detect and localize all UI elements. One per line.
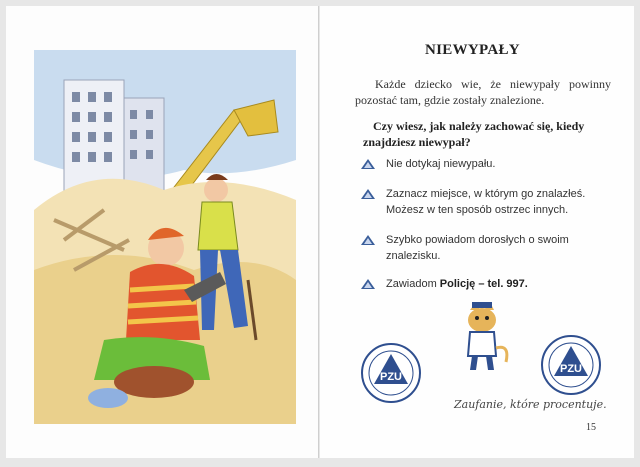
question-paragraph: Czy wiesz, jak należy zachować się, kiedy znajdziesz niewypał?: [363, 119, 585, 149]
tip-text: Zaznacz miejsce, w którym go znalazłeś. Możesz w ten sposób ostrzec innych.: [386, 188, 586, 216]
tip-text: Szybko powiadom dorosłych o swoim znalezisku.: [386, 234, 569, 262]
construction-site-illustration: [34, 40, 296, 424]
page-title: NIEWYPAŁY: [425, 42, 520, 58]
right-page: [320, 6, 634, 458]
pzu-logo-text: PZU: [560, 363, 582, 375]
tip-text: Zawiadom Policję – tel. 997.: [386, 278, 528, 290]
pzu-shield-bullet-icon: [360, 188, 376, 200]
pzu-logo: [360, 342, 422, 404]
tip-text: Nie dotykaj niewypału.: [386, 158, 496, 170]
pzu-shield-bullet-icon: [360, 278, 376, 290]
page-number: 15: [586, 422, 596, 433]
left-page: [6, 6, 319, 458]
slogan-signature: Zaufanie, które procentuje.: [454, 398, 607, 411]
intro-paragraph: Każde dziecko wie, że niewypały powinny pozostać tam, gdzie zostały znalezione.: [355, 77, 611, 107]
pzu-mascot-cat-icon: [450, 298, 514, 376]
pzu-shield-bullet-icon: [360, 234, 376, 246]
pzu-shield-bullet-icon: [360, 158, 376, 170]
pzu-logo-text: PZU: [380, 371, 402, 383]
pzu-logo: [540, 334, 602, 396]
